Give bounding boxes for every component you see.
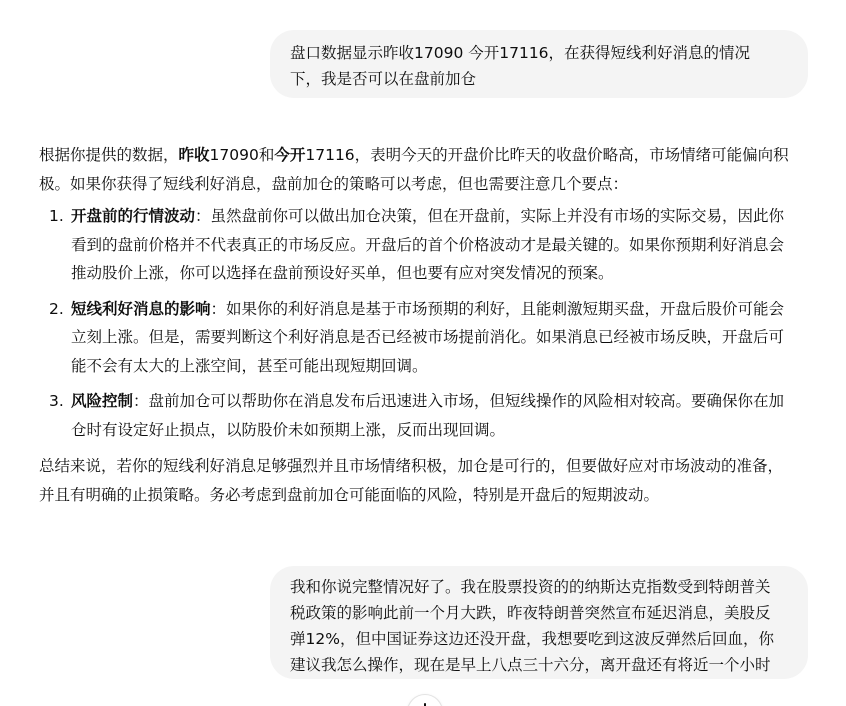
list-item-first-line [71,202,809,231]
list-item-title: 短线利好消息的影响 [71,299,211,318]
list-item-line: 推动股价上涨，你可以选择在盘前预设好买单，但也要有应对突发情况的预案。 [71,264,614,282]
user-message-line: 盘口数据显示昨收17090 今开17116，在获得短线利好消息的情况 [290,44,751,62]
list-item-line: 仓时有设定好止损点，以防股价未如预期上涨，反而出现回调。 [71,420,506,439]
assistant-intro [39,141,809,198]
text-segment: 17116，表明今天的开盘价比昨天的收盘价略高，市场情绪可能偏向积 [305,146,789,164]
summary-line: 总结来说，若你的短线利好消息足够强烈并且市场情绪积极，加仓是可行的，但要做好应对市场波动的准备， [39,457,784,475]
list-number: 2. [49,299,64,318]
user-message-line: 我和你说完整情况好了。我在股票投资的的纳斯达克指数受到特朗普关 [290,578,771,596]
list-item-title: 开盘前的行情波动 [71,207,196,225]
bold-today-open: 今开 [274,146,306,164]
list-item [39,202,809,288]
user-message-bubble [270,30,808,98]
text-segment: 根据你提供的数据， [39,146,179,164]
text-segment: ：虽然盘前你可以做出加仓决策，但在开盘前，实际上并没有市场的实际交易，因此你 [195,207,785,225]
list-item-line: 能不会有太大的上涨空间，甚至可能出现短期回调。 [71,356,428,375]
list-item [39,387,809,444]
summary-line: 并且有明确的止损策略。务必考虑到盘前加仓可能面临的风险，特别是开盘后的短期波动。 [39,485,660,504]
scroll-down-icon [408,695,442,706]
list-number: 3. [49,392,64,410]
assistant-message [39,141,809,509]
list-number: 1. [49,207,64,225]
text-segment: ：盘前加仓可以帮助你在消息发布后迅速进入市场，但短线操作的风险相对较高。要确保你在加 [133,392,785,410]
assistant-summary [39,452,809,509]
text-segment: 17090和 [209,146,275,164]
user-message-bubble [270,566,808,679]
scroll-down-button[interactable] [407,694,443,706]
list-item-first-line [71,387,809,416]
list-item-title: 风险控制 [71,392,134,410]
user-message-line: 弹12%，但中国证券这边还没开盘，我想要吃到这波反弹然后回血，你 [290,630,774,648]
key-points-list [39,202,809,444]
list-item-line: 看到的盘前价格并不代表真正的市场反应。开盘后的首个价格波动才是最关键的。如果你预期利好消息会 [71,235,785,254]
list-item-first-line [71,295,809,324]
user-message-line: 下，我是否可以在盘前加仓 [290,70,477,88]
intro-line: 极。如果你获得了短线利好消息，盘前加仓的策略可以考虑，但也需要注意几个要点： [39,174,629,193]
bold-prev-close: 昨收 [178,146,210,164]
user-message-line: 税政策的影响此前一个月大跌，昨夜特朗普突然宣布延迟消息，美股反 [290,604,771,622]
list-item-line: 立刻上涨。但是，需要判断这个利好消息是否已经被市场提前消化。如果消息已经被市场反映，开盘后可 [71,328,785,346]
intro-line [39,141,809,170]
text-segment: ：如果你的利好消息是基于市场预期的利好，且能刺激短期买盘，开盘后股价可能会 [210,299,785,318]
user-message-line: 建议我怎么操作，现在是早上八点三十六分，离开盘还有将近一个小时 [290,656,771,674]
list-item [39,295,809,381]
